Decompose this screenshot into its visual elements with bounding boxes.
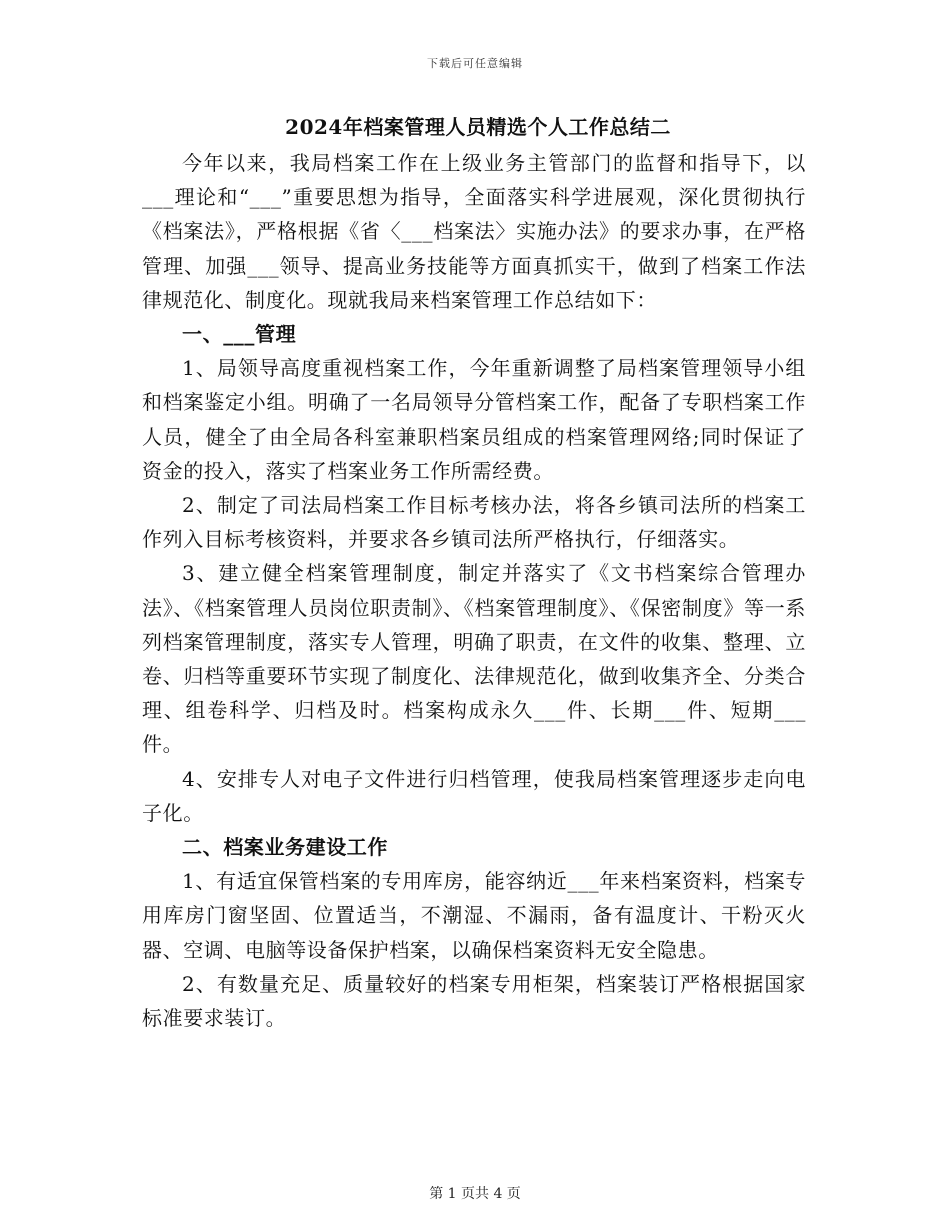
intro-paragraph: 今年以来，我局档案工作在上级业务主管部门的监督和指导下，以___理论和“___”重要思想为指导，全面落实科学进展观，深化贯彻执行《档案法》，严格根据《省〈___档案法〉实施办法》的要求办事，在严格管理、加强___领导、提高业务技能等方面真抓实干，做到了档案工作法律规范化、制度化。现就我局来档案管理工作总结如下： [142, 151, 806, 312]
page-number: 第 1 页共 4 页 [429, 1186, 521, 1202]
section-1-heading: 一、___管理 [182, 322, 297, 347]
section-2-item-1: 1、有适宜保管档案的专用库房，能容纳近___年来档案资料，档案专用库房门窗坚固、位置适当，不潮湿、不漏雨，备有温度计、干粉灭火器、空调、电脑等设备保护档案，以确保档案资料无安全隐患。 [142, 869, 806, 962]
document-body [142, 112, 806, 1035]
section-1-item-3: 3、建立健全档案管理制度，制定并落实了《文书档案综合管理办法》、《档案管理人员岗位职责制》、《档案管理制度》、《保密制度》等一系列档案管理制度，落实专人管理，明确了职责，在文件的收集、整理、立卷、归档等重要环节实现了制度化、法律规范化，做到收集齐全、分类合理、组卷科学、归档及时。档案构成永久___件、长期___件、短期___件。 [142, 561, 806, 757]
document-title: 2024年档案管理人员精选个人工作总结二 [285, 115, 671, 139]
section-2-item-2: 2、有数量充足、质量较好的档案专用柜架，档案装订严格根据国家标准要求装订。 [142, 971, 806, 1031]
section-1-item-4: 4、安排专人对电子文件进行归档管理，使我局档案管理逐步走向电子化。 [142, 766, 806, 825]
page-header-note: 下载后可任意编辑 [427, 57, 523, 70]
section-1-item-2: 2、制定了司法局档案工作目标考核办法，将各乡镇司法所的档案工作列入目标考核资料，并要求各乡镇司法所严格执行，仔细落实。 [142, 493, 806, 552]
section-2-heading: 二、档案业务建设工作 [182, 835, 388, 860]
section-1-item-1: 1、局领导高度重视档案工作，今年重新调整了局档案管理领导小组和档案鉴定小组。明确了一名局领导分管档案工作，配备了专职档案工作人员，健全了由全局各科室兼职档案员组成的档案管理网络;同时保证了资金的投入，落实了档案业务工作所需经费。 [142, 356, 806, 483]
